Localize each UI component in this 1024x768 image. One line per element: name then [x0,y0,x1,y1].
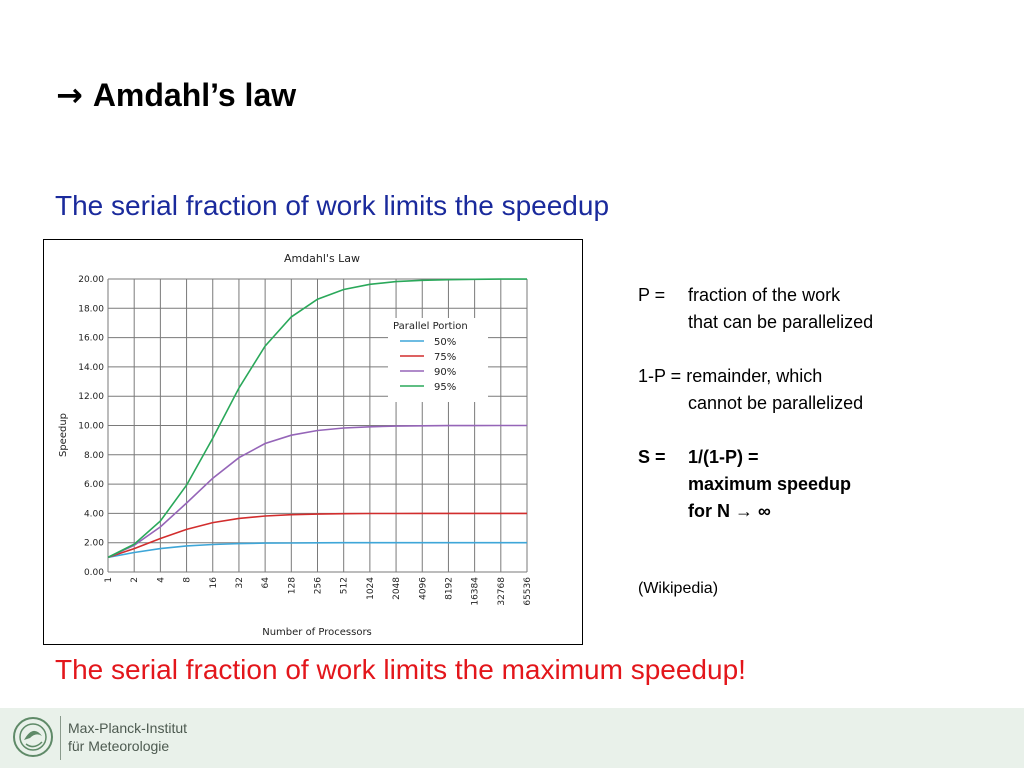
x-tick-label: 16 [208,577,219,589]
legend-label: 75% [434,352,457,363]
chart-xlabel: Number of Processors [262,627,372,638]
amdahl-chart [43,239,583,645]
y-tick-label: 14.00 [78,362,104,373]
x-tick-label: 1024 [365,577,376,600]
p-definition [638,282,978,309]
definitions-panel [638,282,978,525]
x-tick-label: 8192 [444,577,455,600]
footer-separator [60,716,61,760]
x-tick-label: 1 [104,577,114,583]
oneminus-line1: 1-P = remainder, which [638,366,823,386]
source-citation: (Wikipedia) [638,580,719,597]
chart-svg [44,240,582,644]
y-tick-label: 20.00 [78,275,104,285]
y-tick-label: 4.00 [83,509,104,520]
chart-ylabel: Speedup [58,412,69,458]
arrow-right-icon: → [56,76,83,114]
x-tick-label: 16384 [470,577,481,606]
institute-name [68,719,187,755]
x-tick-label: 64 [261,577,272,589]
y-tick-label: 16.00 [78,333,104,344]
y-tick-label: 2.00 [83,538,104,549]
s-label: S = [638,447,666,467]
chart-title: Amdahl's Law [283,252,361,265]
s-text-line2: maximum speedup [688,474,852,494]
slide-subtitle: The serial fraction of work limits the speedup [55,190,610,221]
legend-title: Parallel Portion [393,321,468,332]
slide-title [56,76,296,114]
x-tick-label: 65536 [523,577,533,606]
chart-legend [388,318,488,402]
slide-title-text: Amdahl’s law [92,76,297,113]
p-text-line1: fraction of the work [688,285,841,305]
institute-line2: für Meteorologie [68,738,170,754]
s-text-line3: for N → ∞ [688,501,771,521]
institute-line1: Max-Planck-Institut [68,720,188,736]
x-tick-label: 32 [234,577,245,589]
x-tick-label: 8 [182,577,193,583]
x-tick-label: 4096 [418,577,429,600]
s-definition [638,444,978,471]
x-tick-label: 2048 [392,577,403,600]
mpi-logo-icon [12,716,54,758]
x-tick-label: 2 [130,577,141,583]
legend-label: 50% [434,337,457,348]
x-tick-label: 512 [339,577,350,595]
y-tick-label: 6.00 [83,480,104,491]
y-tick-label: 8.00 [83,450,104,461]
p-text-line2: that can be parallelized [688,312,874,332]
oneminus-line2: cannot be parallelized [688,393,864,413]
legend-label: 95% [434,382,457,393]
x-tick-label: 4 [156,577,167,583]
legend-label: 90% [434,367,457,378]
x-tick-label: 256 [313,577,324,595]
y-tick-label: 10.00 [78,421,104,432]
x-tick-label: 128 [287,577,298,595]
p-label: P = [638,285,666,305]
s-text-line1: 1/(1-P) = [688,447,759,467]
conclusion-text: The serial fraction of work limits the maximum speedup! [55,654,746,685]
y-tick-label: 18.00 [78,304,104,315]
x-tick-label: 32768 [496,577,507,606]
y-tick-label: 12.00 [78,392,104,403]
y-tick-label: 0.00 [83,568,104,578]
footer-bar [0,708,1024,768]
